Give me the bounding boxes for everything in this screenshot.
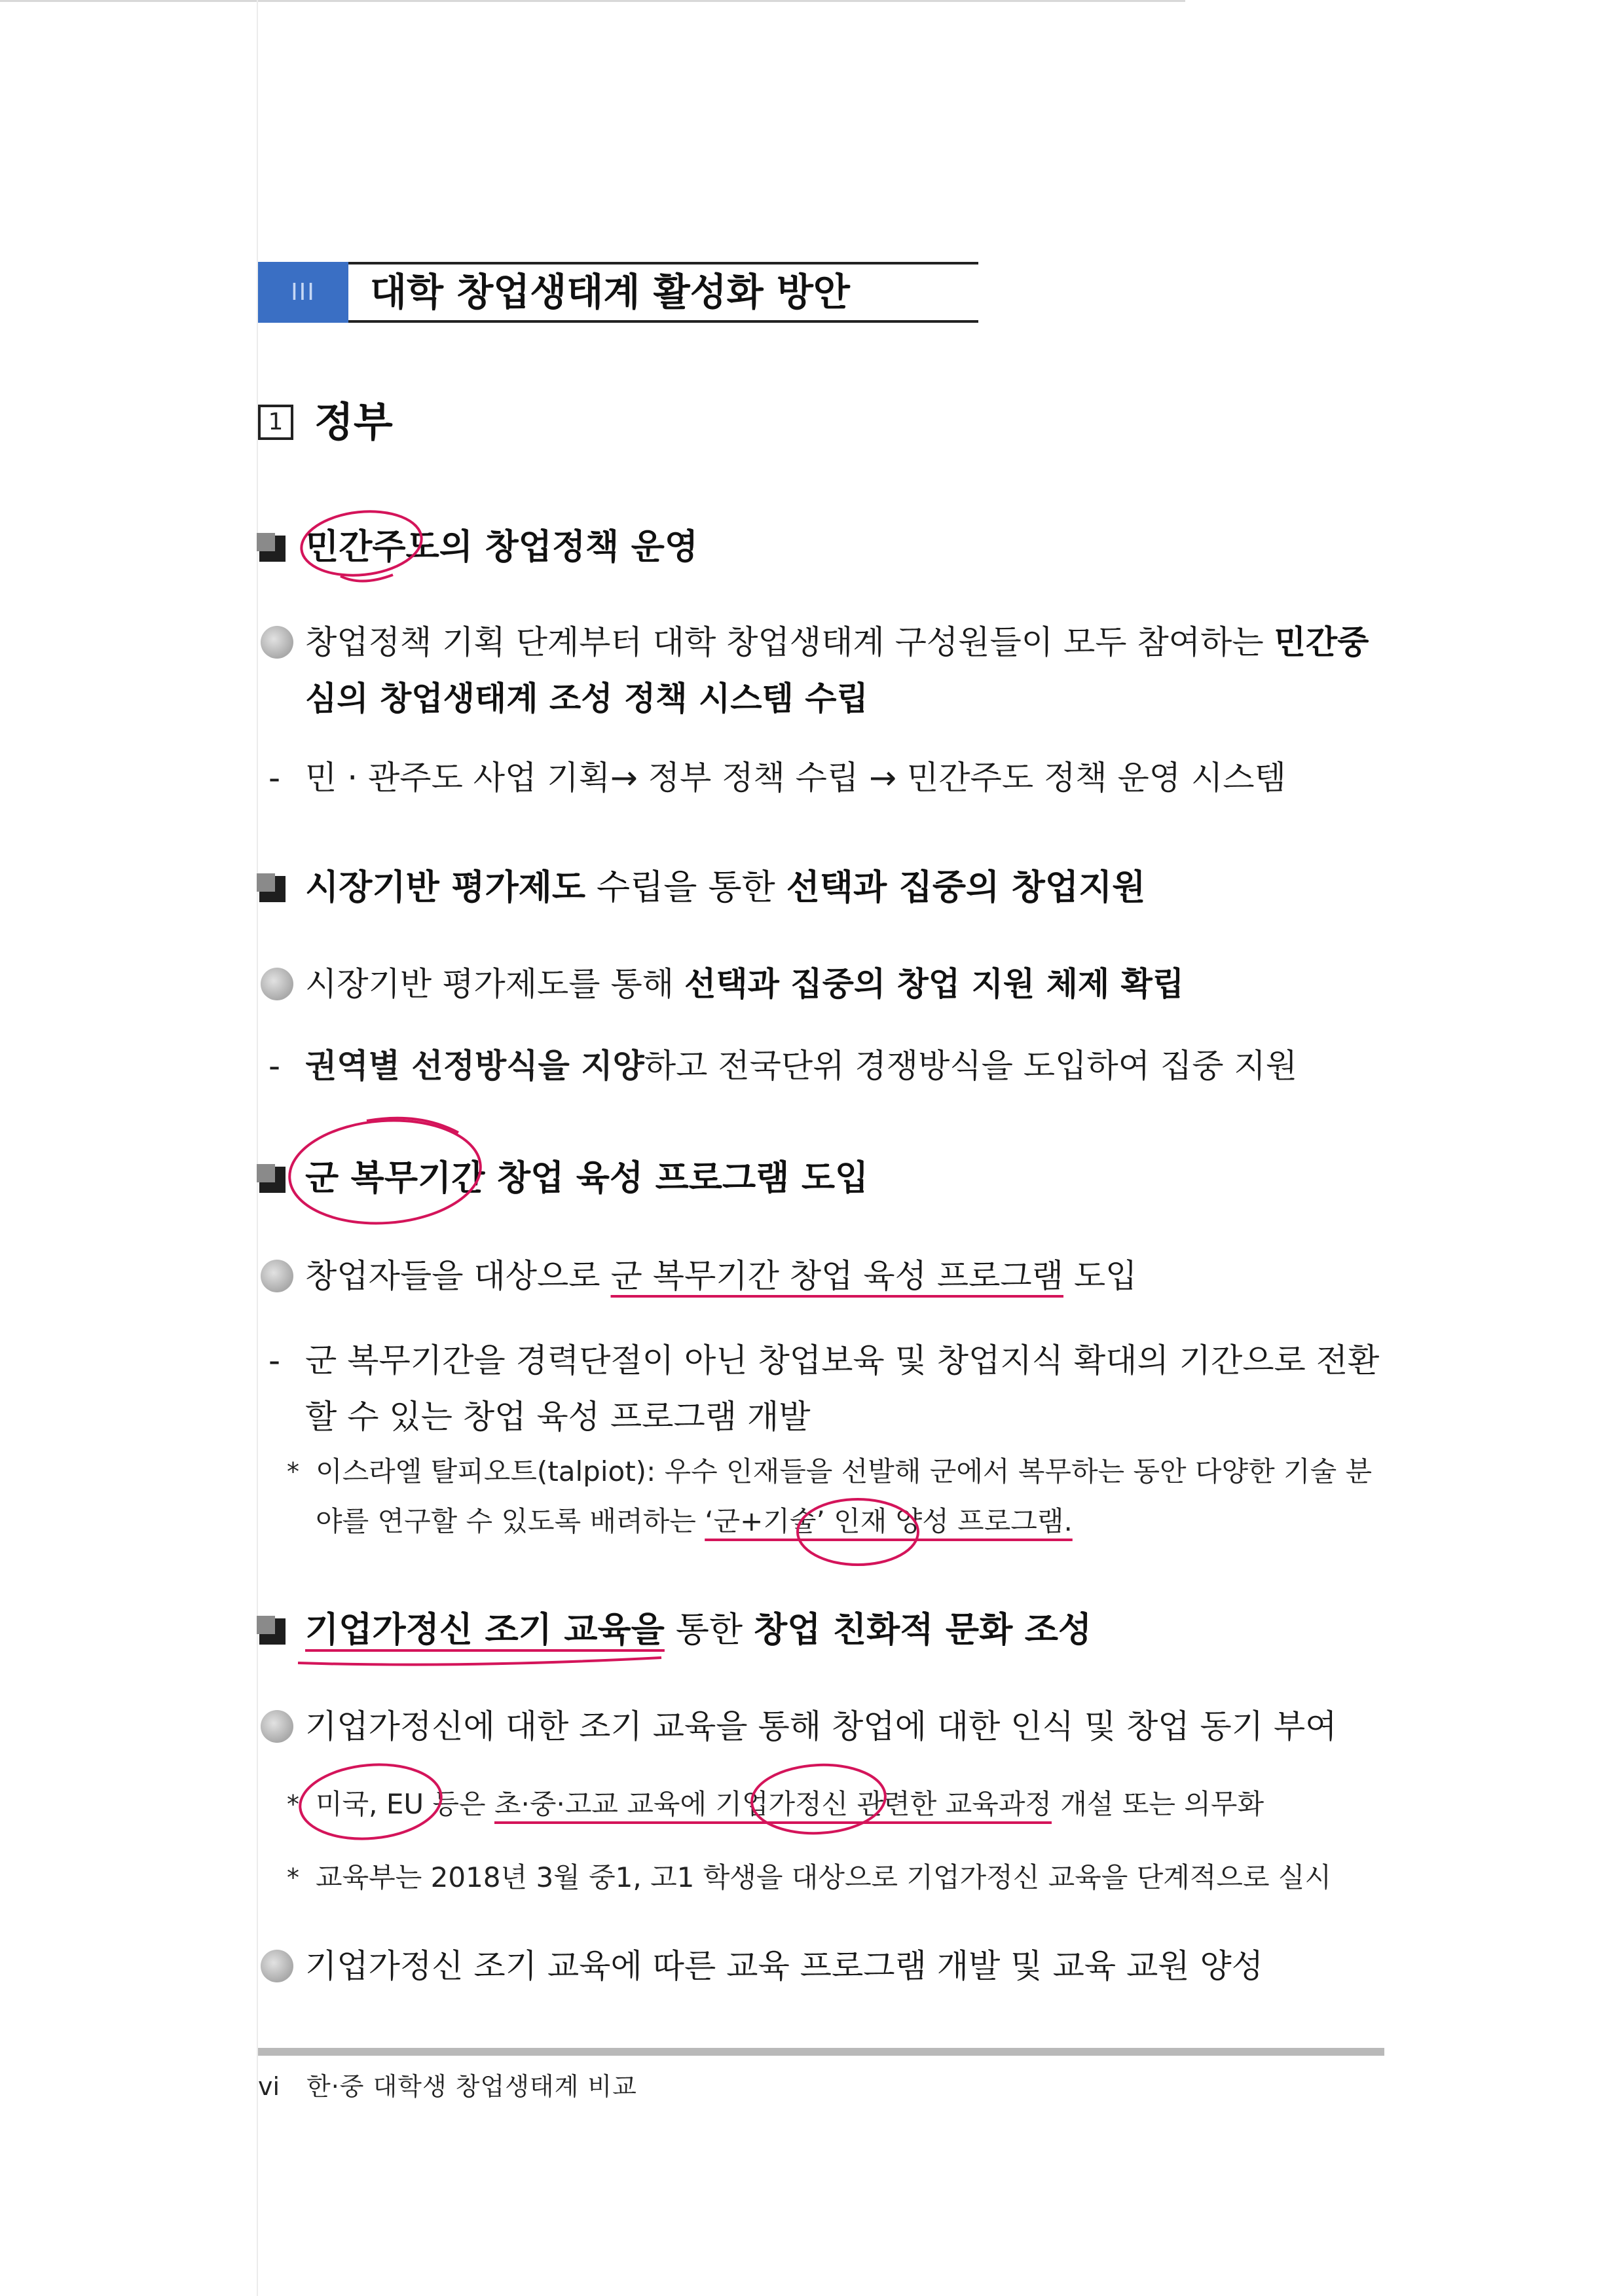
- block-4-note-1: 미국, EU 등은 초·중·고교 교육에 기업가정신 관련한 교육과정 개설 또는 의무화: [316, 1788, 1264, 1820]
- block-2-bullet: 시장기반 평가제도를 통해 선택과 집중의 창업 지원 체제 확립: [305, 965, 1185, 1003]
- asterisk-marker: *: [287, 1863, 299, 1892]
- block-4-note-2: 교육부는 2018년 3월 중1, 고1 학생을 대상으로 기업가정신 교육을 단계적으로 실시: [316, 1861, 1332, 1893]
- dash-marker: -: [268, 1047, 281, 1085]
- footer-rule: [258, 2048, 1384, 2056]
- section-title: 정부: [314, 398, 393, 446]
- block-1-heading: 민간주도의 창업정책 운영: [305, 527, 699, 567]
- annotation-circle: [298, 506, 424, 581]
- page-number: vi: [258, 2072, 280, 2101]
- running-footer-title: 한·중 대학생 창업생태계 비교: [306, 2072, 637, 2101]
- annotation-stroke: [298, 1658, 661, 1665]
- block-4-heading: 기업가정신 조기 교육을 통한 창업 친화적 문화 조성: [305, 1610, 1092, 1650]
- dash-marker: -: [268, 1341, 281, 1379]
- block-4-bullet-2: 기업가정신 조기 교육에 따른 교육 프로그램 개발 및 교육 교원 양성: [305, 1947, 1264, 1985]
- block-1-bullet: 창업정책 기획 단계부터 대학 창업생태계 구성원들이 모두 참여하는 민간중심의 창업생태계 조성 정책 시스템 수립: [305, 623, 1369, 718]
- asterisk-marker: *: [287, 1790, 299, 1819]
- annotation-circle: [297, 1759, 445, 1844]
- block-3-heading: 군 복무기간 창업 육성 프로그램 도입: [305, 1158, 869, 1198]
- block-2-dash: 권역별 선정방식을 지양하고 전국단위 경쟁방식을 도입하여 집중 지원: [305, 1047, 1297, 1085]
- block-3-dash: 군 복무기간을 경력단절이 아닌 창업보육 및 창업지식 확대의 기간으로 전환할 수 있는 창업 육성 프로그램 개발: [305, 1341, 1380, 1436]
- annotation-circle: [798, 1499, 918, 1565]
- block-4-bullet-1: 기업가정신에 대한 조기 교육을 통해 창업에 대한 인식 및 창업 동기 부여: [305, 1707, 1337, 1745]
- dash-marker: -: [268, 759, 281, 797]
- asterisk-marker: *: [287, 1457, 299, 1486]
- block-3-bullet: 창업자들을 대상으로 군 복무기간 창업 육성 프로그램 도입: [305, 1257, 1137, 1295]
- chapter-title: 대학 창업생태계 활성화 방안: [370, 270, 850, 314]
- block-3-note: 이스라엘 탈피오트(talpiot): 우수 인재들을 선발해 군에서 복무하는 동안 다양한 기술 분야를 연구할 수 있도록 배려하는 ‘군+기술’ 인재 양성 프로그램.: [316, 1455, 1373, 1537]
- chapter-numeral: III: [291, 279, 316, 306]
- block-2-heading: 시장기반 평가제도 수립을 통한 선택과 집중의 창업지원: [305, 867, 1146, 907]
- section-number: 1: [268, 409, 284, 435]
- block-1-dash: 민 · 관주도 사업 기획→ 정부 정책 수립 → 민간주도 정책 운영 시스템: [305, 759, 1286, 797]
- annotation-circle: [750, 1762, 887, 1837]
